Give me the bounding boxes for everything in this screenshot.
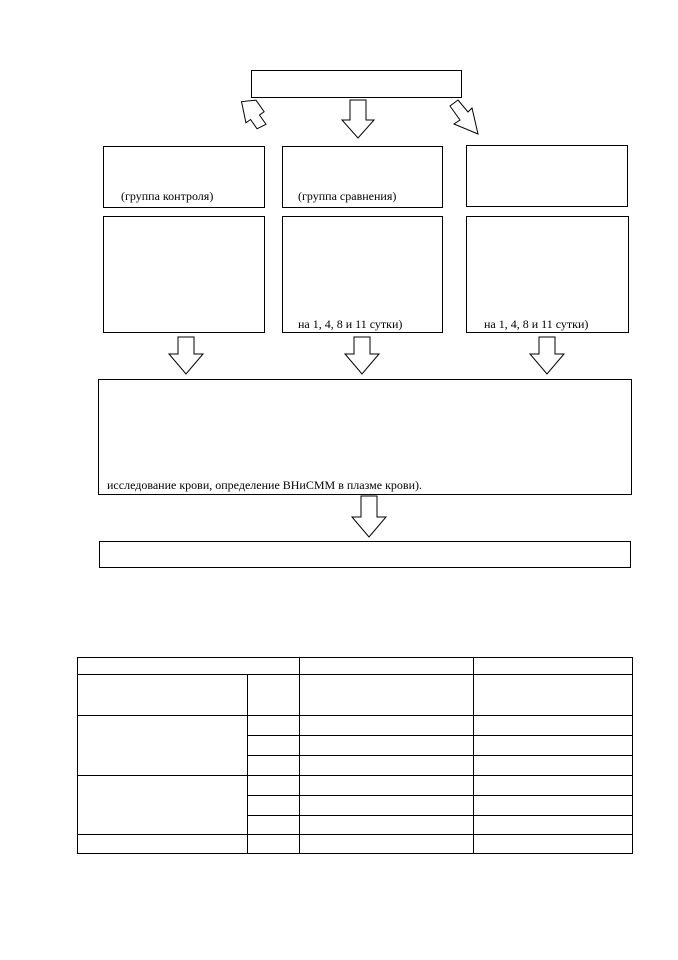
table-subheader-cell-1 (77, 674, 248, 716)
arrow-down-1-icon (166, 336, 206, 376)
group-1-box (103, 146, 265, 208)
treatment-3-caption: на 1, 4, 8 и 11 сутки) (484, 317, 589, 331)
treatment-2-box (282, 216, 443, 333)
table-group-a-label (77, 715, 248, 776)
table-row (299, 775, 474, 796)
table-last-row-cell-2 (247, 834, 300, 854)
table-row (247, 715, 300, 736)
table-subheader-cell-3 (299, 674, 474, 716)
table-row (299, 735, 474, 756)
table-row (473, 815, 633, 835)
table-row (247, 795, 300, 816)
examination-box (98, 379, 632, 495)
arrow-down-2-icon (342, 336, 382, 376)
table-row (299, 795, 474, 816)
table-row (473, 795, 633, 816)
table-row (473, 755, 633, 776)
table-header-cell-2 (299, 657, 474, 675)
group-2-box (282, 146, 443, 208)
table-subheader-cell-4 (473, 674, 633, 716)
table-row (473, 715, 633, 736)
arrow-down-right-icon (440, 98, 490, 148)
treatment-3-box (466, 216, 629, 333)
arrow-down-3-icon (527, 336, 567, 376)
table-row (247, 815, 300, 835)
group-1-caption: (группа контроля) (121, 189, 214, 203)
table-last-row-cell-1 (77, 834, 248, 854)
group-3-box (466, 145, 628, 207)
top-box (251, 70, 462, 98)
treatment-1-box (103, 216, 265, 333)
group-2-caption: (группа сравнения) (298, 189, 397, 203)
table-row (299, 715, 474, 736)
table-row (299, 815, 474, 835)
examination-caption: исследование крови, определение ВНиСММ в плазме крови). (107, 478, 423, 492)
table-last-row-cell-3 (299, 834, 474, 854)
table-header-cell-1 (77, 657, 300, 675)
table-subheader-cell-2 (247, 674, 300, 716)
treatment-2-caption: на 1, 4, 8 и 11 сутки) (298, 317, 403, 331)
table-row (473, 775, 633, 796)
table-group-b-label (77, 775, 248, 835)
table-header-cell-3 (473, 657, 633, 675)
result-box (99, 541, 631, 568)
table-row (247, 775, 300, 796)
table-row (247, 735, 300, 756)
table-row (247, 755, 300, 776)
table-row (299, 755, 474, 776)
arrow-down-result-icon (349, 495, 389, 539)
arrow-down-left-icon (228, 98, 278, 148)
table-last-row-cell-4 (473, 834, 633, 854)
table-row (473, 735, 633, 756)
arrow-down-center-icon (338, 98, 378, 142)
